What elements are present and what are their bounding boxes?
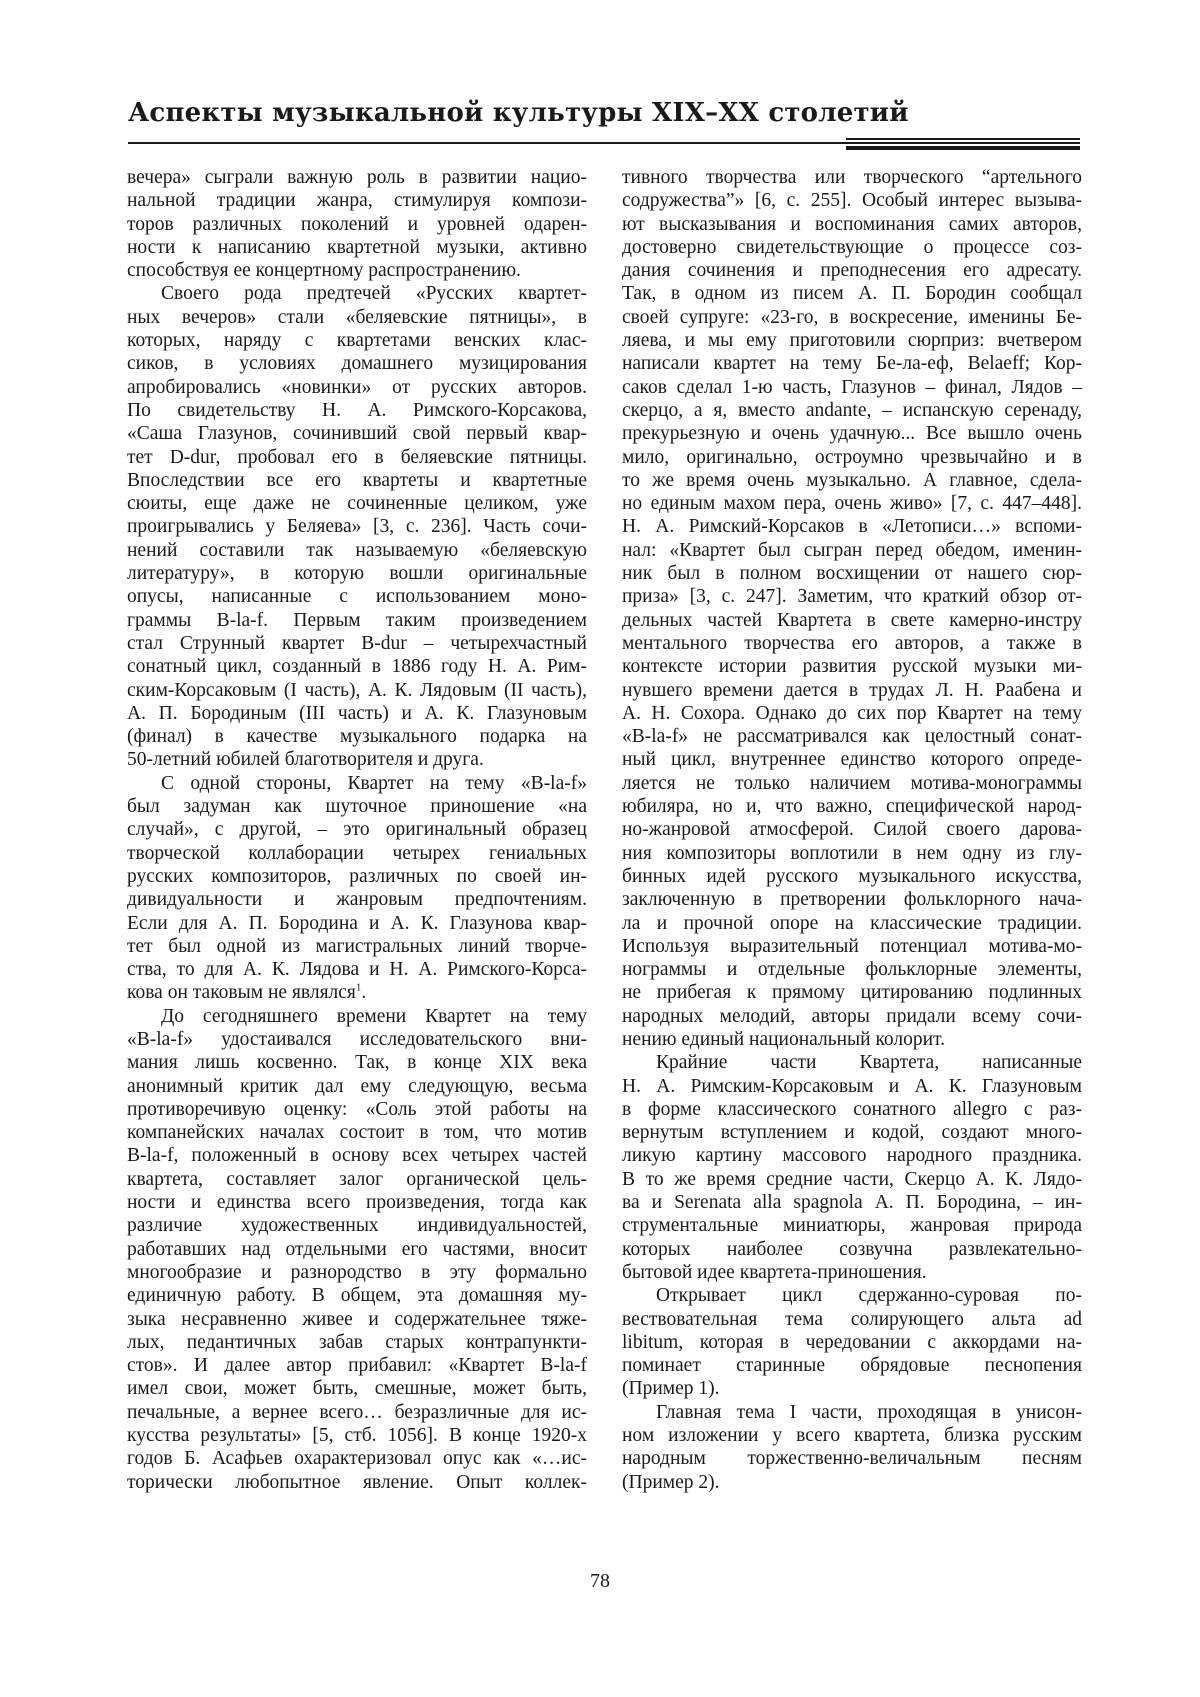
line-text: нограммы и отдельные фольклорные элементы,: [622, 959, 1082, 981]
line-text: опусы, написанные с использованием моно-: [127, 586, 587, 608]
running-header: Аспекты музыкальной культуры XIX–XX столетий: [128, 98, 909, 128]
text-line: [127, 189, 587, 212]
text-line: [127, 329, 587, 352]
line-text: случай», с другой, – это оригинальный образец: [127, 819, 587, 841]
text-line: [127, 1191, 587, 1214]
text-line: [622, 1028, 1082, 1051]
text-line: [622, 1051, 1082, 1074]
text-line: [127, 1424, 587, 1447]
line-text: Н. А. Римский-Корсаков в «Летописи…» вспоми-: [622, 516, 1082, 538]
line-text: которых наиболее созвучна развлекательно-: [622, 1238, 1082, 1260]
line-text: граммы B-la-f. Первым таким произведением: [127, 609, 587, 631]
text-line: [622, 492, 1082, 515]
text-line: [622, 888, 1082, 911]
line-text: годов Б. Асафьев охарактеризовал опус как «…ис-: [127, 1448, 587, 1470]
line-text: своей супруге: «23-го, в воскресение, именины Бе-: [622, 306, 1082, 328]
text-line: [127, 236, 587, 259]
text-line: [622, 865, 1082, 888]
line-text: «B-la-f» удостаивался исследовательского вни-: [127, 1028, 587, 1050]
text-line: [127, 655, 587, 678]
text-line: [622, 632, 1082, 655]
line-text: В то же время средние части, Скерцо А. К. Лядо-: [622, 1168, 1082, 1190]
line-text: заключенную в претворении фольклорного нача-: [622, 889, 1082, 911]
header-rule-third: [846, 148, 1080, 150]
line-text: в форме классического сонатного allegro с раз-: [622, 1098, 1082, 1120]
line-text: способствуя ее концертному распространению.: [127, 260, 521, 282]
text-line: [127, 306, 587, 329]
text-line: [622, 1284, 1082, 1307]
line-text: анонимный критик дал ему следующую, весьма: [127, 1075, 587, 1097]
text-line: [127, 632, 587, 655]
line-text: но единым махом пера, очень живо» [7, с. 447–448].: [622, 493, 1082, 515]
line-text: дания сочинения и преподнесения его адресату.: [622, 260, 1082, 282]
line-text: русских композиторов, различных по своей ин-: [127, 865, 587, 887]
line-text: работавших над отдельными его частями, вносит: [127, 1238, 587, 1260]
text-line: [622, 1471, 1082, 1494]
line-text: бинных идей русского музыкального искусства,: [622, 865, 1082, 887]
line-text: печальные, а вернее всего… безразличные для ис-: [127, 1401, 587, 1423]
text-line: [127, 585, 587, 608]
line-text: А. Н. Сохора. Однако до сих пор Квартет на тему: [622, 702, 1082, 724]
text-line: [622, 725, 1082, 748]
text-line: [622, 166, 1082, 189]
right-column: [622, 166, 1082, 1494]
text-line: [127, 422, 587, 445]
text-line: [622, 1214, 1082, 1237]
line-text: тивного творчества или творческого “артельного: [622, 167, 1082, 188]
line-text: ности и единства всего произведения, тогда как: [127, 1192, 587, 1214]
text-line: [127, 1331, 587, 1354]
line-text: прекурьезную и очень удачную... Все вышло очень: [622, 423, 1082, 445]
text-line: [127, 842, 587, 865]
line-text: ва и Serenata alla spagnola А. П. Бородина, – ин-: [622, 1192, 1082, 1214]
line-text: проигрывались у Беляева» [3, с. 236]. Часть сочи-: [127, 516, 587, 538]
text-line: [127, 1168, 587, 1191]
line-text: саков сделал 1-ю часть, Глазунов – финал, Лядов –: [622, 376, 1082, 398]
text-line: [622, 1447, 1082, 1470]
text-line: [127, 562, 587, 585]
text-line: [127, 1051, 587, 1074]
line-text: народным торжественно-величальным песням: [622, 1448, 1082, 1470]
line-text: ским-Корсаковым (I часть), А. К. Лядовым (II часть),: [127, 679, 587, 701]
text-line: [127, 958, 587, 981]
text-line: [622, 1168, 1082, 1191]
text-line: [622, 376, 1082, 399]
line-text: ла и прочной опоре на классические традиции.: [622, 912, 1082, 934]
text-line: [622, 795, 1082, 818]
line-text: вернутым вступлением и кодой, создают много-: [622, 1122, 1082, 1144]
line-text: единичную работу. В общем, эта домашняя му-: [127, 1285, 587, 1307]
text-line: [622, 422, 1082, 445]
line-text: тет D-dur, пробовал его в беляевские пятницы.: [127, 446, 587, 468]
line-text: лых, педантичных забав старых контрапункти-: [127, 1331, 587, 1353]
text-line: [622, 1191, 1082, 1214]
text-line: [127, 1214, 587, 1237]
text-line: [127, 1144, 587, 1167]
text-line: [622, 562, 1082, 585]
text-line: [622, 1424, 1082, 1447]
text-line: [622, 1331, 1082, 1354]
line-text: сиков, в условиях домашнего музицирования: [127, 353, 587, 375]
line-text: которых, наряду с квартетами венских клас-: [127, 330, 587, 352]
text-line: [127, 539, 587, 562]
line-text: ном изложении у всего квартета, близка русским: [622, 1425, 1082, 1447]
text-line: [622, 515, 1082, 538]
text-line: [127, 748, 587, 771]
line-text: Главная тема I части, проходящая в унисон-: [656, 1401, 1082, 1423]
text-line: [622, 585, 1082, 608]
text-line: [127, 1308, 587, 1331]
text-line: [127, 166, 587, 189]
line-text: ляется не только наличием мотива-монограммы: [622, 772, 1082, 794]
text-line: [127, 725, 587, 748]
line-text: кова он таковым не являлся: [127, 982, 356, 1004]
line-text: но-жанровой атмосферой. Силой своего дарова-: [622, 819, 1082, 841]
text-line: [622, 329, 1082, 352]
text-line: [622, 539, 1082, 562]
text-line: [127, 1238, 587, 1261]
line-text: народных мелодий, авторы придали всему сочи-: [622, 1005, 1082, 1027]
line-text: дивидуальности и жанровым предпочтениям.: [127, 889, 587, 911]
text-line: [622, 958, 1082, 981]
line-text: Крайние части Квартета, написанные: [656, 1052, 1082, 1074]
page-number: 78: [590, 1570, 610, 1592]
text-line: [622, 935, 1082, 958]
text-line: [622, 981, 1082, 1004]
line-text: написали квартет на тему Бе-ла-еф, Belaeff; Кор-: [622, 353, 1082, 375]
text-line: [127, 352, 587, 375]
text-line: [622, 772, 1082, 795]
text-line: [127, 795, 587, 818]
line-text: (финал) в качестве музыкального подарка на: [127, 726, 587, 748]
line-text: вечера» сыграли важную роль в развитии нацио-: [127, 167, 587, 188]
line-text: вествовательная тема солирующего альта ad: [622, 1308, 1082, 1330]
line-text: апробировались «новинки» от русских авторов.: [127, 376, 587, 398]
text-line: [127, 399, 587, 422]
line-text: струментальные миниатюры, жанровая природа: [622, 1215, 1082, 1237]
line-text: то же время очень музыкально. А главное, сдела-: [622, 469, 1082, 491]
line-text: контексте истории развития русской музыки ми-: [622, 656, 1082, 678]
text-line: [622, 842, 1082, 865]
text-line: [127, 1284, 587, 1307]
text-line: [127, 1447, 587, 1470]
line-text: (Пример 1).: [622, 1378, 720, 1400]
line-text: Впоследствии все его квартеты и квартетные: [127, 469, 587, 491]
header-rule: [128, 138, 1080, 152]
text-line: [622, 1005, 1082, 1028]
text-line: [127, 888, 587, 911]
text-line: [127, 469, 587, 492]
text-line: [622, 1121, 1082, 1144]
line-text-tail: .: [361, 982, 367, 1004]
line-text: компанейских началах состоит в том, что мотив: [127, 1122, 587, 1144]
line-text: содружества”» [6, с. 255]. Особый интерес вызыва-: [622, 190, 1082, 212]
text-line: [622, 1098, 1082, 1121]
header-rule-double: [846, 138, 1080, 148]
text-line: [622, 679, 1082, 702]
line-text: не прибегая к прямому цитированию подлинных: [622, 982, 1082, 1004]
text-line: [622, 655, 1082, 678]
text-line: [127, 1261, 587, 1284]
line-text: Так, в одном из писем А. П. Бородин сообщал: [622, 283, 1082, 305]
text-line: [622, 748, 1082, 771]
text-line: [127, 492, 587, 515]
text-line: [127, 912, 587, 935]
line-text: ных вечеров» стали «беляевские пятницы», в: [127, 306, 587, 328]
text-line: [622, 259, 1082, 282]
line-text: ник был в полном восхищении от нашего сюр-: [622, 563, 1082, 585]
text-line: [127, 818, 587, 841]
text-line: [622, 1238, 1082, 1261]
line-text: нений составили так называемую «беляевскую: [127, 539, 587, 561]
line-text: имел свои, может быть, смешные, может быть,: [127, 1378, 587, 1400]
line-text: До сегодняшнего времени Квартет на тему: [161, 1005, 587, 1027]
text-line: [622, 306, 1082, 329]
text-line: [622, 282, 1082, 305]
line-text: Открывает цикл сдержанно-суровая по-: [656, 1285, 1082, 1307]
text-line: [622, 236, 1082, 259]
line-text: литературу», в которую вошли оригинальные: [127, 563, 587, 585]
text-line: [622, 818, 1082, 841]
line-text: нению единый национальный колорит.: [622, 1028, 946, 1050]
line-text: ства, то для А. К. Лядова и Н. А. Римского-Корса-: [127, 959, 587, 981]
line-text: торов различных поколений и уровней одарен-: [127, 213, 587, 235]
line-text: ляева, и мы ему приготовили сюрприз: вчетвером: [622, 330, 1082, 352]
line-text: Н. А. Римским-Корсаковым и А. К. Глазуновым: [622, 1075, 1082, 1097]
text-line: [622, 213, 1082, 236]
text-line: [127, 1075, 587, 1098]
text-line: [127, 282, 587, 305]
line-text: стал Струнный квартет B-dur – четырехчастный: [127, 632, 587, 654]
line-text: нальной традиции жанра, стимулируя компози-: [127, 190, 587, 212]
line-text: нал: «Квартет был сыгран перед обедом, именин-: [622, 539, 1082, 561]
line-text: кусства результаты» [5, стб. 1056]. В конце 1920-х: [127, 1425, 587, 1447]
text-line: [622, 469, 1082, 492]
text-line: [622, 702, 1082, 725]
text-line: [622, 399, 1082, 422]
line-text: скерцо, а я, вместо andante, – испанскую серенаду,: [622, 399, 1082, 421]
text-line: [622, 1308, 1082, 1331]
line-text: «B-la-f» не рассматривался как целостный сонат-: [622, 726, 1082, 748]
line-text: ный цикл, внутреннее единство которого опреде-: [622, 749, 1082, 771]
line-text: нувшего времени дается в трудах Л. Н. Раабена и: [622, 679, 1082, 701]
text-line: [127, 1471, 587, 1494]
line-text: стов». И далее автор прибавил: «Квартет B-la-f: [127, 1355, 587, 1377]
text-line: [622, 352, 1082, 375]
text-line: [127, 1401, 587, 1424]
line-text: поминает старинные обрядовые песнопения: [622, 1355, 1082, 1377]
line-text: B-la-f, положенный в основу всех четырех частей: [127, 1145, 587, 1167]
text-line: [127, 1028, 587, 1051]
line-text: тет был одной из магистральных линий творче-: [127, 935, 587, 957]
line-text: А. П. Бородиным (III часть) и А. К. Глазуновым: [127, 702, 587, 724]
text-line: [622, 1354, 1082, 1377]
text-line: [127, 702, 587, 725]
text-line: [127, 259, 587, 282]
line-text: 50-летний юбилей благотворителя и друга.: [127, 749, 484, 771]
line-text: сюиты, еще даже не сочиненные целиком, уже: [127, 493, 587, 515]
text-line: [622, 609, 1082, 632]
line-text: Используя выразительный потенциал мотива-мо-: [622, 935, 1082, 957]
line-text: торически любопытное явление. Опыт коллек-: [127, 1471, 587, 1493]
text-line: [622, 1144, 1082, 1167]
line-text: По свидетельству Н. А. Римского-Корсакова,: [127, 399, 587, 421]
line-text: сонатный цикл, созданный в 1886 году Н. А. Рим-: [127, 656, 587, 678]
line-text: ности к написанию квартетной музыки, активно: [127, 236, 587, 258]
line-text: многообразие и разнородство в эту формально: [127, 1261, 587, 1283]
text-line: [622, 1075, 1082, 1098]
line-text: противоречивую оценку: «Соль этой работы на: [127, 1098, 587, 1120]
line-text: различие художественных индивидуальностей,: [127, 1215, 587, 1237]
text-line: [622, 1377, 1082, 1400]
line-text: мания лишь косвенно. Так, в конце XIX века: [127, 1052, 587, 1074]
text-line: [127, 679, 587, 702]
line-text: libitum, которая в чередовании с аккордами на-: [622, 1331, 1082, 1353]
line-text: ют высказывания и воспоминания самих авторов,: [622, 213, 1082, 235]
text-line: [127, 446, 587, 469]
line-text: «Саша Глазунов, сочинивший свой первый квар-: [127, 423, 587, 445]
line-text: юбиляра, но и, что важно, специфической народ-: [622, 796, 1082, 818]
text-line: [622, 446, 1082, 469]
line-text: ликую картину массового народного праздника.: [622, 1145, 1082, 1167]
line-text: квартета, составляет залог органической цель-: [127, 1168, 587, 1190]
text-line: [127, 865, 587, 888]
text-line: [127, 609, 587, 632]
line-text: (Пример 2).: [622, 1471, 720, 1493]
line-text: приза» [3, с. 247]. Заметим, что краткий обзор от-: [622, 586, 1082, 608]
line-text: дельных частей Квартета в свете камерно-инстру: [622, 609, 1082, 631]
text-line: [127, 772, 587, 795]
text-line: [622, 189, 1082, 212]
line-text: зыка несравненно живее и содержательнее тяже-: [127, 1308, 587, 1330]
text-line: [622, 1261, 1082, 1284]
line-text: творческой коллаборации четырех гениальных: [127, 842, 587, 864]
text-line: [127, 1121, 587, 1144]
text-line: [127, 1354, 587, 1377]
text-line: [127, 1005, 587, 1028]
line-text: Если для А. П. Бородина и А. К. Глазунова квар-: [127, 912, 587, 934]
line-text: С одной стороны, Квартет на тему «B-la-f»: [161, 772, 587, 794]
left-column: [127, 166, 587, 1494]
line-text: бытовой идее квартета-приношения.: [622, 1261, 927, 1283]
text-line: [127, 376, 587, 399]
text-line: [127, 515, 587, 538]
text-line: [127, 1098, 587, 1121]
text-line: [127, 935, 587, 958]
line-text: был задуман как шуточное приношение «на: [127, 796, 587, 818]
line-text: ния композиторы воплотили в нем одну из глу-: [622, 842, 1082, 864]
text-line: [622, 1401, 1082, 1424]
line-text: Своего рода предтечей «Русских квартет-: [161, 283, 587, 305]
text-line: [127, 213, 587, 236]
line-text: мило, оригинально, остроумно чрезвычайно и в: [622, 446, 1082, 468]
text-line: [127, 981, 587, 1004]
text-line: [622, 912, 1082, 935]
line-text: ментального творчества его авторов, а также в: [622, 632, 1082, 654]
line-text: достоверно свидетельствующие о процессе соз-: [622, 236, 1082, 258]
text-line: [127, 1377, 587, 1400]
footnote-marker: 1: [355, 981, 362, 994]
